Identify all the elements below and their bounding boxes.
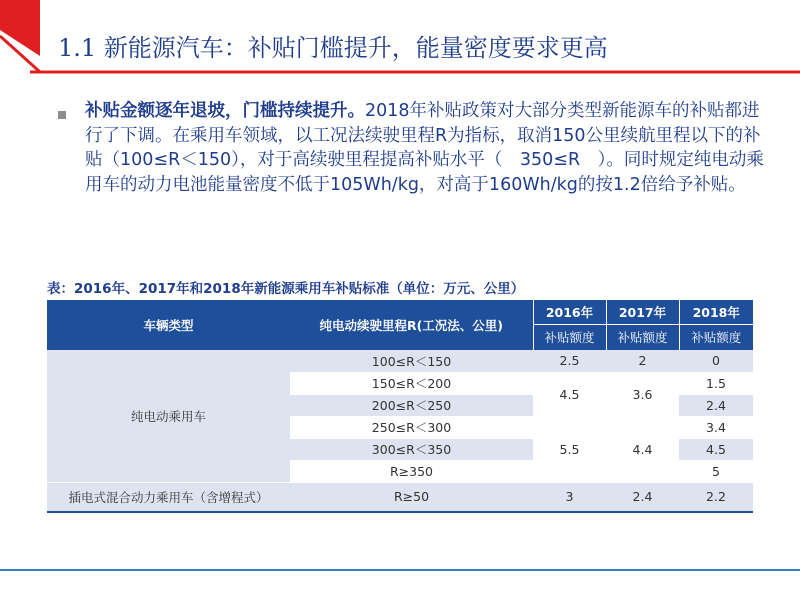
value-2016: 3 [533,482,606,512]
value-2016: 4.5 [533,372,606,416]
range-cell: 100≤R＜150 [290,350,533,372]
title-banner [0,0,800,80]
value-2018: 2.4 [679,394,753,416]
range-cell: R≥50 [290,482,533,512]
red-corner-accent [0,0,40,56]
paragraph-body: 2018年补贴政策对大部分类型新能源车的补贴都进行了下调。在乘用车领域，以工况法续驶里程R为指标，取消150公里续航里程以下的补贴（100≤R＜150），对于高续驶里程提高补贴水平（ 350≤R ）。同时规定纯电动乘用车的动力电池能量密度不低于105Wh/kg，对高于160Wh/kg的按1.2倍给予补贴。 [85,101,764,195]
value-2018: 4.5 [679,438,753,460]
header-vehicle-type: 车辆类型 [47,300,290,350]
vehicle-phev: 插电式混合动力乘用车（含增程式） [47,482,290,512]
range-cell: 150≤R＜200 [290,372,533,394]
value-2016: 2.5 [533,350,606,372]
value-2018: 0 [679,350,753,372]
value-2016: 5.5 [533,416,606,482]
value-2017: 3.6 [606,372,679,416]
footer-divider [0,569,800,571]
subheader-2016: 补贴额度 [533,324,606,350]
table-row [47,482,753,512]
subheader-2018: 补贴额度 [679,324,753,350]
header-2016: 2016年 [533,300,606,324]
table-row [47,350,753,372]
header-range: 纯电动续驶里程R(工况法、公里) [290,300,533,350]
bullet-square-icon [58,111,66,119]
header-2018: 2018年 [679,300,753,324]
slide-title: 1.1 新能源汽车：补贴门槛提升，能量密度要求更高 [58,34,608,62]
range-cell: 200≤R＜250 [290,394,533,416]
paragraph-lead: 补贴金额逐年退坡，门槛持续提升。 [85,101,365,121]
value-2018: 2.2 [679,482,753,512]
vehicle-bev: 纯电动乘用车 [47,350,290,482]
bullet-paragraph [85,99,765,197]
header-2017: 2017年 [606,300,679,324]
range-cell: R≥350 [290,460,533,482]
value-2018: 5 [679,460,753,482]
value-2017: 2.4 [606,482,679,512]
range-cell: 300≤R＜350 [290,438,533,460]
range-cell: 250≤R＜300 [290,416,533,438]
table-caption: 表：2016年、2017年和2018年新能源乘用车补贴标准（单位：万元、公里） [47,281,525,297]
table-header-row [47,300,753,324]
subsidy-table [47,300,753,513]
value-2018: 3.4 [679,416,753,438]
value-2018: 1.5 [679,372,753,394]
value-2017: 2 [606,350,679,372]
value-2017: 4.4 [606,416,679,482]
subheader-2017: 补贴额度 [606,324,679,350]
